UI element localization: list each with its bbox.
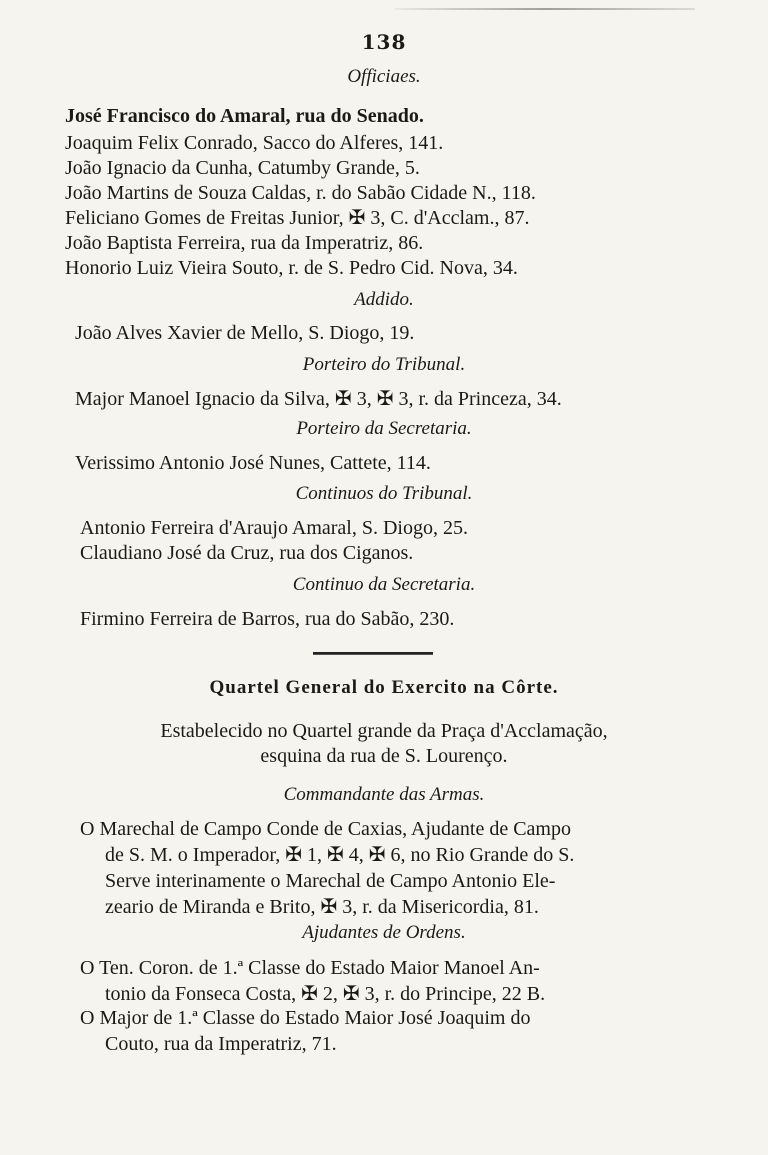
list-item: João Baptista Ferreira, rua da Imperatriz, 86.: [65, 232, 424, 254]
list-item: Honorio Luiz Vieira Souto, r. de S. Pedro Cid. Nova, 34.: [65, 257, 518, 279]
paragraph-line: O Marechal de Campo Conde de Caxias, Ajudante de Campo: [80, 818, 571, 840]
list-item: João Ignacio da Cunha, Catumby Grande, 5.: [65, 157, 420, 179]
list-item: Feliciano Gomes de Freitas Junior, ✠ 3, C. d'Acclam., 87.: [65, 207, 530, 229]
heading-porteiro-secretaria: Porteiro da Secretaria.: [296, 418, 472, 439]
heading-addido: Addido.: [354, 289, 414, 310]
list-item: Antonio Ferreira d'Araujo Amaral, S. Diogo, 25.: [80, 517, 468, 539]
paragraph-line: Serve interinamente o Marechal de Campo Antonio Ele-: [105, 870, 556, 892]
section-title-quartel: Quartel General do Exercito na Côrte.: [209, 677, 559, 698]
paragraph-line: O Major de 1.ª Classe do Estado Maior José Joaquim do: [80, 1007, 531, 1029]
section-divider: [313, 652, 433, 655]
commandante-paragraph: [80, 816, 680, 920]
paragraph-line: Couto, rua da Imperatriz, 71.: [105, 1033, 337, 1055]
address-line: Estabelecido no Quartel grande da Praça d'Acclamação,: [160, 720, 608, 742]
list-item: Joaquim Felix Conrado, Sacco do Alferes, 141.: [65, 132, 444, 154]
list-item: José Francisco do Amaral, rua do Senado.: [65, 105, 424, 127]
page-edge-shadow: [395, 8, 695, 10]
paragraph-line: O Ten. Coron. de 1.ª Classe do Estado Maior Manoel An-: [80, 957, 540, 979]
list-item: Verissimo Antonio José Nunes, Cattete, 114.: [75, 452, 431, 474]
heading-commandante: Commandante das Armas.: [283, 784, 485, 805]
heading-continuo-secretaria: Continuo da Secretaria.: [292, 574, 476, 595]
list-item: João Alves Xavier de Mello, S. Diogo, 19.: [75, 322, 415, 344]
list-item: João Martins de Souza Caldas, r. do Sabão Cidade N., 118.: [65, 182, 536, 204]
heading-porteiro-tribunal: Porteiro do Tribunal.: [302, 354, 466, 375]
heading-continuos-tribunal: Continuos do Tribunal.: [295, 483, 473, 504]
paragraph-line: de S. M. o Imperador, ✠ 1, ✠ 4, ✠ 6, no Rio Grande do S.: [105, 844, 575, 866]
heading-officiaes: Officiaes.: [347, 66, 421, 87]
list-item: Major Manoel Ignacio da Silva, ✠ 3, ✠ 3, r. da Princeza, 34.: [75, 388, 562, 410]
list-item: Claudiano José da Cruz, rua dos Ciganos.: [80, 542, 414, 564]
list-item: Firmino Ferreira de Barros, rua do Sabão, 230.: [80, 608, 455, 630]
ajudante-paragraph: [80, 955, 680, 1007]
ajudante-paragraph: [80, 1005, 680, 1057]
paragraph-line: tonio da Fonseca Costa, ✠ 2, ✠ 3, r. do Principe, 22 B.: [105, 983, 546, 1005]
paragraph-line: zeario de Miranda e Brito, ✠ 3, r. da Misericordia, 81.: [105, 896, 539, 918]
address-line: esquina da rua de S. Lourenço.: [260, 745, 508, 767]
page-number: 138: [361, 30, 407, 54]
heading-ajudantes: Ajudantes de Ordens.: [302, 922, 466, 943]
